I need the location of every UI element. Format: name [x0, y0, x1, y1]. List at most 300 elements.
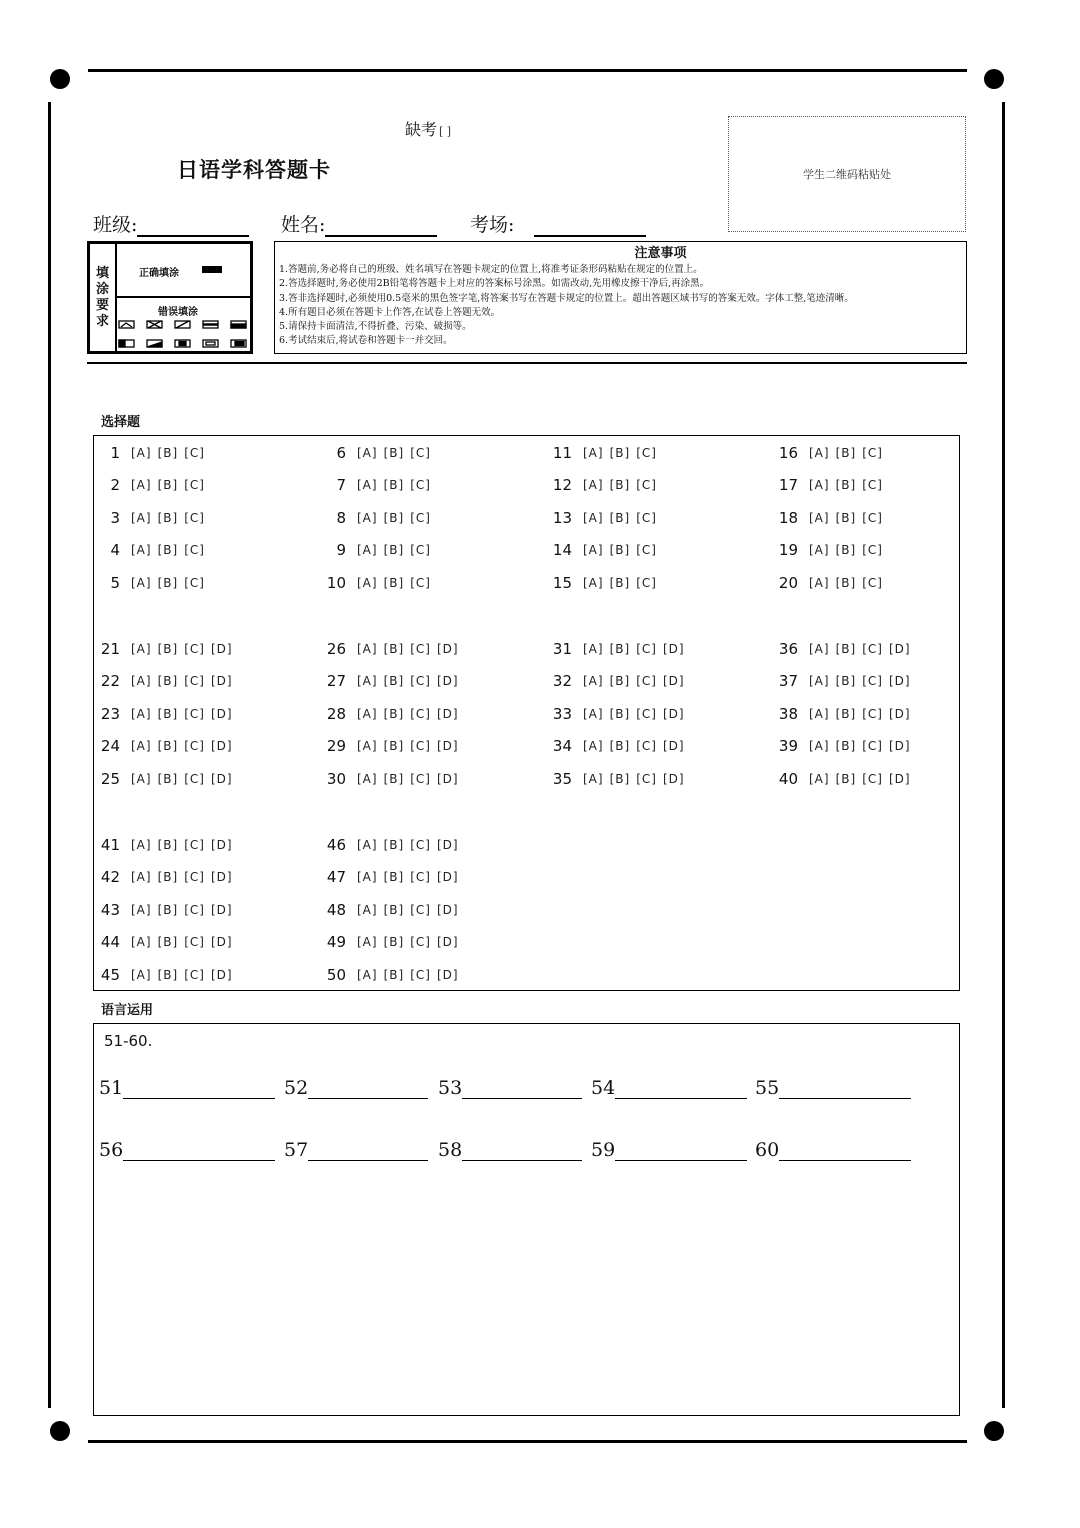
- absent-checkbox[interactable]: [ ]: [439, 125, 452, 138]
- answer-option-a[interactable]: [A]: [357, 543, 378, 557]
- answer-option-a[interactable]: [A]: [809, 446, 830, 460]
- answer-option-b[interactable]: [B]: [383, 478, 405, 492]
- legend-char: 涂: [95, 281, 109, 297]
- answer-option-a[interactable]: [A]: [357, 935, 378, 949]
- answer-option-b[interactable]: [B]: [383, 968, 405, 982]
- answer-option-c[interactable]: [C]: [862, 674, 883, 688]
- question-number: 5: [110, 574, 120, 592]
- answer-option-d[interactable]: [D]: [210, 968, 233, 982]
- answer-option-b[interactable]: [B]: [157, 642, 179, 656]
- choice-question-40: [772, 769, 917, 789]
- answer-option-d[interactable]: [D]: [436, 739, 459, 753]
- legend-char: 填: [95, 265, 109, 281]
- answer-option-c[interactable]: [C]: [636, 772, 657, 786]
- answer-option-a[interactable]: [A]: [131, 870, 152, 884]
- question-number: 3: [110, 509, 120, 527]
- class-input-line[interactable]: [137, 215, 249, 237]
- answer-option-a[interactable]: [A]: [131, 446, 152, 460]
- answer-option-c[interactable]: [C]: [862, 707, 883, 721]
- choice-question-2: [94, 475, 211, 495]
- answer-option-b[interactable]: [B]: [835, 446, 857, 460]
- answer-option-c[interactable]: [C]: [184, 478, 205, 492]
- question-number: 32: [552, 672, 572, 690]
- blank-55[interactable]: [755, 1077, 911, 1099]
- answer-option-a[interactable]: [A]: [357, 576, 378, 590]
- choice-section-title: 选择题: [101, 415, 141, 430]
- notice-item: 2.答选择题时,务必使用2B铅笔将答题卡上对应的答案标号涂黑。如需改动,先用橡皮擦干净后,再涂黑。: [279, 278, 710, 290]
- room-label: 考场:: [470, 214, 515, 236]
- answer-option-c[interactable]: [C]: [410, 642, 431, 656]
- answer-option-a[interactable]: [A]: [583, 642, 604, 656]
- answer-option-a[interactable]: [A]: [131, 511, 152, 525]
- answer-option-a[interactable]: [A]: [357, 707, 378, 721]
- answer-option-c[interactable]: [C]: [184, 642, 205, 656]
- room-field[interactable]: [470, 210, 646, 237]
- answer-option-d[interactable]: [D]: [210, 642, 233, 656]
- answer-option-a[interactable]: [A]: [809, 576, 830, 590]
- answer-option-d[interactable]: [D]: [436, 903, 459, 917]
- wrong-mark-stroke: [206, 342, 215, 345]
- wrong-marks-row-2: [117, 338, 252, 350]
- answer-option-a[interactable]: [A]: [357, 903, 378, 917]
- notice-box: [274, 241, 967, 354]
- choice-question-47: [320, 867, 465, 887]
- answer-option-a[interactable]: [A]: [131, 968, 152, 982]
- answer-option-d[interactable]: [D]: [436, 674, 459, 688]
- answer-option-c[interactable]: [C]: [184, 935, 205, 949]
- question-number: 11: [552, 444, 572, 462]
- answer-option-d[interactable]: [D]: [888, 739, 911, 753]
- question-number: 37: [778, 672, 798, 690]
- absent-mark[interactable]: [405, 117, 451, 140]
- answer-option-a[interactable]: [A]: [131, 642, 152, 656]
- answer-option-b[interactable]: [B]: [157, 739, 179, 753]
- answer-option-b[interactable]: [B]: [609, 707, 631, 721]
- answer-option-b[interactable]: [B]: [157, 903, 179, 917]
- answer-option-b[interactable]: [B]: [835, 642, 857, 656]
- answer-option-b[interactable]: [B]: [157, 674, 179, 688]
- answer-option-b[interactable]: [B]: [609, 511, 631, 525]
- notice-item: 4.所有题目必须在答题卡上作答,在试卷上答题无效。: [279, 306, 501, 318]
- answer-option-c[interactable]: [C]: [184, 739, 205, 753]
- answer-option-c[interactable]: [C]: [862, 543, 883, 557]
- answer-option-a[interactable]: [A]: [809, 543, 830, 557]
- answer-option-a[interactable]: [A]: [583, 772, 604, 786]
- answer-option-a[interactable]: [A]: [809, 739, 830, 753]
- answer-option-a[interactable]: [A]: [357, 642, 378, 656]
- blank-line[interactable]: [779, 1142, 911, 1161]
- choice-question-29: [320, 736, 465, 756]
- answer-option-c[interactable]: [C]: [862, 446, 883, 460]
- answer-option-b[interactable]: [B]: [157, 935, 179, 949]
- legend-char: 要: [95, 297, 109, 313]
- answer-option-a[interactable]: [A]: [131, 543, 152, 557]
- answer-option-a[interactable]: [A]: [131, 739, 152, 753]
- answer-option-d[interactable]: [D]: [436, 642, 459, 656]
- answer-option-c[interactable]: [C]: [410, 870, 431, 884]
- answer-option-b[interactable]: [B]: [609, 642, 631, 656]
- question-number: 44: [100, 933, 120, 951]
- answer-option-b[interactable]: [B]: [383, 511, 405, 525]
- choice-question-36: [772, 639, 917, 659]
- question-number: 47: [326, 868, 346, 886]
- blank-line[interactable]: [123, 1142, 275, 1161]
- choice-question-49: [320, 932, 465, 952]
- question-number: 36: [778, 640, 798, 658]
- choice-question-35: [546, 769, 691, 789]
- answer-option-c[interactable]: [C]: [862, 642, 883, 656]
- answer-option-c[interactable]: [C]: [184, 446, 205, 460]
- answer-option-b[interactable]: [B]: [609, 674, 631, 688]
- question-number: 13: [552, 509, 572, 527]
- answer-option-d[interactable]: [D]: [436, 707, 459, 721]
- wrong-mark-stroke: [148, 321, 161, 328]
- answer-option-b[interactable]: [B]: [835, 511, 857, 525]
- answer-option-c[interactable]: [C]: [636, 707, 657, 721]
- answer-option-a[interactable]: [A]: [357, 739, 378, 753]
- choice-question-24: [94, 736, 239, 756]
- answer-option-d[interactable]: [D]: [662, 674, 685, 688]
- answer-option-b[interactable]: [B]: [157, 478, 179, 492]
- answer-option-c[interactable]: [C]: [636, 576, 657, 590]
- notice-title: 注意事项: [634, 246, 687, 261]
- choice-question-17: [772, 475, 889, 495]
- answer-option-d[interactable]: [D]: [436, 838, 459, 852]
- answer-option-a[interactable]: [A]: [357, 968, 378, 982]
- answer-option-c[interactable]: [C]: [184, 576, 205, 590]
- answer-option-a[interactable]: [A]: [131, 674, 152, 688]
- answer-option-b[interactable]: [B]: [383, 935, 405, 949]
- choice-question-11: [546, 443, 663, 463]
- answer-option-b[interactable]: [B]: [157, 576, 179, 590]
- blank-60[interactable]: [755, 1139, 911, 1161]
- blank-number: 56: [99, 1139, 124, 1161]
- answer-option-c[interactable]: [C]: [636, 511, 657, 525]
- answer-option-c[interactable]: [C]: [410, 935, 431, 949]
- frame-top-line: [88, 69, 967, 72]
- answer-option-d[interactable]: [D]: [210, 707, 233, 721]
- answer-option-d[interactable]: [D]: [888, 674, 911, 688]
- answer-option-a[interactable]: [A]: [131, 478, 152, 492]
- choice-question-23: [94, 704, 239, 724]
- answer-option-a[interactable]: [A]: [583, 511, 604, 525]
- answer-option-a[interactable]: [A]: [131, 772, 152, 786]
- answer-option-b[interactable]: [B]: [157, 543, 179, 557]
- question-number: 2: [110, 476, 120, 494]
- answer-option-d[interactable]: [D]: [888, 707, 911, 721]
- answer-option-b[interactable]: [B]: [157, 446, 179, 460]
- answer-option-b[interactable]: [B]: [609, 739, 631, 753]
- answer-option-c[interactable]: [C]: [184, 838, 205, 852]
- answer-option-a[interactable]: [A]: [131, 838, 152, 852]
- notice-item: 6.考试结束后,将试卷和答题卡一并交回。: [279, 335, 453, 347]
- answer-option-d[interactable]: [D]: [210, 870, 233, 884]
- blank-line[interactable]: [123, 1080, 275, 1099]
- blank-51[interactable]: [99, 1077, 275, 1099]
- answer-option-c[interactable]: [C]: [636, 674, 657, 688]
- answer-option-d[interactable]: [D]: [210, 674, 233, 688]
- answer-option-b[interactable]: [B]: [157, 772, 179, 786]
- blank-line[interactable]: [462, 1142, 582, 1161]
- answer-option-c[interactable]: [C]: [636, 543, 657, 557]
- answer-option-b[interactable]: [B]: [609, 576, 631, 590]
- answer-option-a[interactable]: [A]: [583, 446, 604, 460]
- question-number: 31: [552, 640, 572, 658]
- answer-option-a[interactable]: [A]: [809, 674, 830, 688]
- answer-option-b[interactable]: [B]: [835, 576, 857, 590]
- answer-option-b[interactable]: [B]: [383, 446, 405, 460]
- answer-option-b[interactable]: [B]: [383, 642, 405, 656]
- answer-option-a[interactable]: [A]: [357, 838, 378, 852]
- answer-option-a[interactable]: [A]: [809, 478, 830, 492]
- question-number: 35: [552, 770, 572, 788]
- blank-52[interactable]: [284, 1077, 428, 1099]
- answer-option-d[interactable]: [D]: [436, 968, 459, 982]
- answer-option-d[interactable]: [D]: [436, 870, 459, 884]
- blank-54[interactable]: [591, 1077, 747, 1099]
- answer-option-d[interactable]: [D]: [210, 739, 233, 753]
- answer-option-c[interactable]: [C]: [636, 739, 657, 753]
- answer-option-a[interactable]: [A]: [583, 478, 604, 492]
- answer-option-b[interactable]: [B]: [157, 838, 179, 852]
- blank-53[interactable]: [438, 1077, 582, 1099]
- blank-58[interactable]: [438, 1139, 582, 1161]
- answer-option-a[interactable]: [A]: [357, 478, 378, 492]
- answer-option-c[interactable]: [C]: [636, 478, 657, 492]
- question-number: 46: [326, 836, 346, 854]
- answer-option-c[interactable]: [C]: [862, 576, 883, 590]
- answer-option-a[interactable]: [A]: [357, 511, 378, 525]
- answer-option-c[interactable]: [C]: [862, 739, 883, 753]
- answer-option-c[interactable]: [C]: [410, 674, 431, 688]
- answer-option-a[interactable]: [A]: [583, 674, 604, 688]
- question-number: 45: [100, 966, 120, 984]
- answer-option-a[interactable]: [A]: [131, 935, 152, 949]
- choice-question-41: [94, 835, 239, 855]
- name-field[interactable]: [281, 210, 437, 237]
- choice-question-16: [772, 443, 889, 463]
- answer-option-a[interactable]: [A]: [809, 707, 830, 721]
- answer-option-b[interactable]: [B]: [383, 838, 405, 852]
- answer-option-b[interactable]: [B]: [835, 707, 857, 721]
- registration-mark-bottom-right: [984, 1421, 1004, 1441]
- answer-option-d[interactable]: [D]: [210, 903, 233, 917]
- answer-option-b[interactable]: [B]: [383, 870, 405, 884]
- answer-option-a[interactable]: [A]: [583, 707, 604, 721]
- wrong-mark-fill: [179, 342, 186, 346]
- answer-option-c[interactable]: [C]: [184, 903, 205, 917]
- blank-line[interactable]: [615, 1142, 747, 1161]
- answer-option-d[interactable]: [D]: [662, 642, 685, 656]
- blank-56[interactable]: [99, 1139, 275, 1161]
- question-number: 9: [336, 541, 346, 559]
- answer-option-b[interactable]: [B]: [835, 739, 857, 753]
- choice-question-34: [546, 736, 691, 756]
- answer-option-a[interactable]: [A]: [131, 903, 152, 917]
- blank-line[interactable]: [308, 1142, 428, 1161]
- answer-option-a[interactable]: [A]: [809, 772, 830, 786]
- answer-option-c[interactable]: [C]: [184, 543, 205, 557]
- answer-option-c[interactable]: [C]: [410, 446, 431, 460]
- question-number: 26: [326, 640, 346, 658]
- question-number: 49: [326, 933, 346, 951]
- answer-option-a[interactable]: [A]: [131, 707, 152, 721]
- question-number: 41: [100, 836, 120, 854]
- answer-option-b[interactable]: [B]: [835, 674, 857, 688]
- blank-number: 60: [755, 1139, 780, 1161]
- answer-option-c[interactable]: [C]: [410, 707, 431, 721]
- answer-option-c[interactable]: [C]: [410, 739, 431, 753]
- answer-option-b[interactable]: [B]: [383, 576, 405, 590]
- choice-question-13: [546, 508, 663, 528]
- blank-line[interactable]: [615, 1080, 747, 1099]
- answer-option-a[interactable]: [A]: [583, 739, 604, 753]
- answer-option-b[interactable]: [B]: [383, 739, 405, 753]
- blank-number: 53: [438, 1077, 463, 1099]
- answer-option-b[interactable]: [B]: [609, 772, 631, 786]
- answer-option-a[interactable]: [A]: [357, 772, 378, 786]
- room-input-line[interactable]: [534, 215, 646, 237]
- choice-question-43: [94, 900, 239, 920]
- answer-option-c[interactable]: [C]: [184, 674, 205, 688]
- choice-question-22: [94, 671, 239, 691]
- answer-option-c[interactable]: [C]: [862, 772, 883, 786]
- question-number: 17: [778, 476, 798, 494]
- answer-option-a[interactable]: [A]: [809, 642, 830, 656]
- answer-option-c[interactable]: [C]: [410, 838, 431, 852]
- correct-fill-mark: [202, 266, 222, 273]
- wrong-mark-stroke: [121, 323, 132, 327]
- question-number: 10: [326, 574, 346, 592]
- question-number: 33: [552, 705, 572, 723]
- blank-number: 52: [284, 1077, 309, 1099]
- answer-option-b[interactable]: [B]: [609, 543, 631, 557]
- frame-left-line: [48, 102, 51, 1408]
- answer-option-b[interactable]: [B]: [609, 446, 631, 460]
- answer-option-b[interactable]: [B]: [157, 870, 179, 884]
- header-separator: [87, 362, 967, 364]
- answer-option-a[interactable]: [A]: [583, 543, 604, 557]
- answer-option-a[interactable]: [A]: [809, 511, 830, 525]
- answer-option-c[interactable]: [C]: [410, 478, 431, 492]
- blank-line[interactable]: [308, 1080, 428, 1099]
- answer-option-b[interactable]: [B]: [157, 511, 179, 525]
- question-number: 29: [326, 737, 346, 755]
- answer-option-c[interactable]: [C]: [862, 511, 883, 525]
- question-number: 25: [100, 770, 120, 788]
- answer-option-d[interactable]: [D]: [436, 935, 459, 949]
- answer-option-b[interactable]: [B]: [383, 772, 405, 786]
- answer-option-c[interactable]: [C]: [184, 511, 205, 525]
- answer-option-d[interactable]: [D]: [210, 772, 233, 786]
- answer-option-b[interactable]: [B]: [835, 772, 857, 786]
- answer-option-b[interactable]: [B]: [157, 968, 179, 982]
- answer-option-b[interactable]: [B]: [835, 478, 857, 492]
- choice-question-28: [320, 704, 465, 724]
- answer-option-c[interactable]: [C]: [410, 968, 431, 982]
- answer-option-c[interactable]: [C]: [410, 576, 431, 590]
- answer-option-c[interactable]: [C]: [184, 968, 205, 982]
- question-number: 19: [778, 541, 798, 559]
- answer-option-d[interactable]: [D]: [888, 642, 911, 656]
- question-number: 18: [778, 509, 798, 527]
- answer-option-d[interactable]: [D]: [662, 707, 685, 721]
- choice-question-42: [94, 867, 239, 887]
- answer-option-b[interactable]: [B]: [157, 707, 179, 721]
- answer-option-d[interactable]: [D]: [436, 772, 459, 786]
- blank-number: 59: [591, 1139, 616, 1161]
- question-number: 28: [326, 705, 346, 723]
- legend-char: 求: [95, 313, 109, 329]
- blank-line[interactable]: [779, 1080, 911, 1099]
- answer-option-b[interactable]: [B]: [383, 674, 405, 688]
- answer-option-c[interactable]: [C]: [410, 772, 431, 786]
- question-number: 15: [552, 574, 572, 592]
- frame-bottom-line: [88, 1440, 967, 1443]
- blank-number: 58: [438, 1139, 463, 1161]
- qr-placeholder-text: 学生二维码粘贴处: [803, 168, 891, 181]
- answer-option-c[interactable]: [C]: [636, 642, 657, 656]
- name-input-line[interactable]: [325, 215, 437, 237]
- answer-option-b[interactable]: [B]: [383, 903, 405, 917]
- choice-question-50: [320, 965, 465, 985]
- answer-option-c[interactable]: [C]: [184, 870, 205, 884]
- answer-option-b[interactable]: [B]: [835, 543, 857, 557]
- question-number: 21: [100, 640, 120, 658]
- answer-option-a[interactable]: [A]: [357, 674, 378, 688]
- question-number: 4: [110, 541, 120, 559]
- answer-option-b[interactable]: [B]: [609, 478, 631, 492]
- class-field[interactable]: [93, 210, 249, 237]
- answer-option-d[interactable]: [D]: [210, 838, 233, 852]
- answer-option-d[interactable]: [D]: [210, 935, 233, 949]
- blank-59[interactable]: [591, 1139, 747, 1161]
- answer-option-a[interactable]: [A]: [357, 446, 378, 460]
- choice-question-7: [320, 475, 437, 495]
- answer-option-c[interactable]: [C]: [636, 446, 657, 460]
- blank-57[interactable]: [284, 1139, 428, 1161]
- choice-question-21: [94, 639, 239, 659]
- answer-option-c[interactable]: [C]: [410, 543, 431, 557]
- answer-option-c[interactable]: [C]: [410, 511, 431, 525]
- answer-option-c[interactable]: [C]: [862, 478, 883, 492]
- answer-option-d[interactable]: [D]: [662, 772, 685, 786]
- answer-option-d[interactable]: [D]: [888, 772, 911, 786]
- question-number: 20: [778, 574, 798, 592]
- blank-line[interactable]: [462, 1080, 582, 1099]
- choice-question-38: [772, 704, 917, 724]
- notice-items: [279, 263, 966, 349]
- answer-option-c[interactable]: [C]: [184, 772, 205, 786]
- blank-number: 57: [284, 1139, 309, 1161]
- choice-question-10: [320, 573, 437, 593]
- answer-option-b[interactable]: [B]: [383, 543, 405, 557]
- answer-option-a[interactable]: [A]: [357, 870, 378, 884]
- notice-item: 5.请保持卡面清洁,不得折叠、污染、破损等。: [279, 321, 472, 333]
- class-label: 班级:: [93, 214, 138, 236]
- legend-side-label: [90, 244, 117, 351]
- question-number: 8: [336, 509, 346, 527]
- answer-option-a[interactable]: [A]: [583, 576, 604, 590]
- choice-question-3: [94, 508, 211, 528]
- answer-option-b[interactable]: [B]: [383, 707, 405, 721]
- wrong-mark-stroke: [176, 321, 189, 328]
- answer-option-d[interactable]: [D]: [662, 739, 685, 753]
- answer-option-c[interactable]: [C]: [410, 903, 431, 917]
- answer-option-c[interactable]: [C]: [184, 707, 205, 721]
- choice-question-20: [772, 573, 889, 593]
- answer-option-a[interactable]: [A]: [131, 576, 152, 590]
